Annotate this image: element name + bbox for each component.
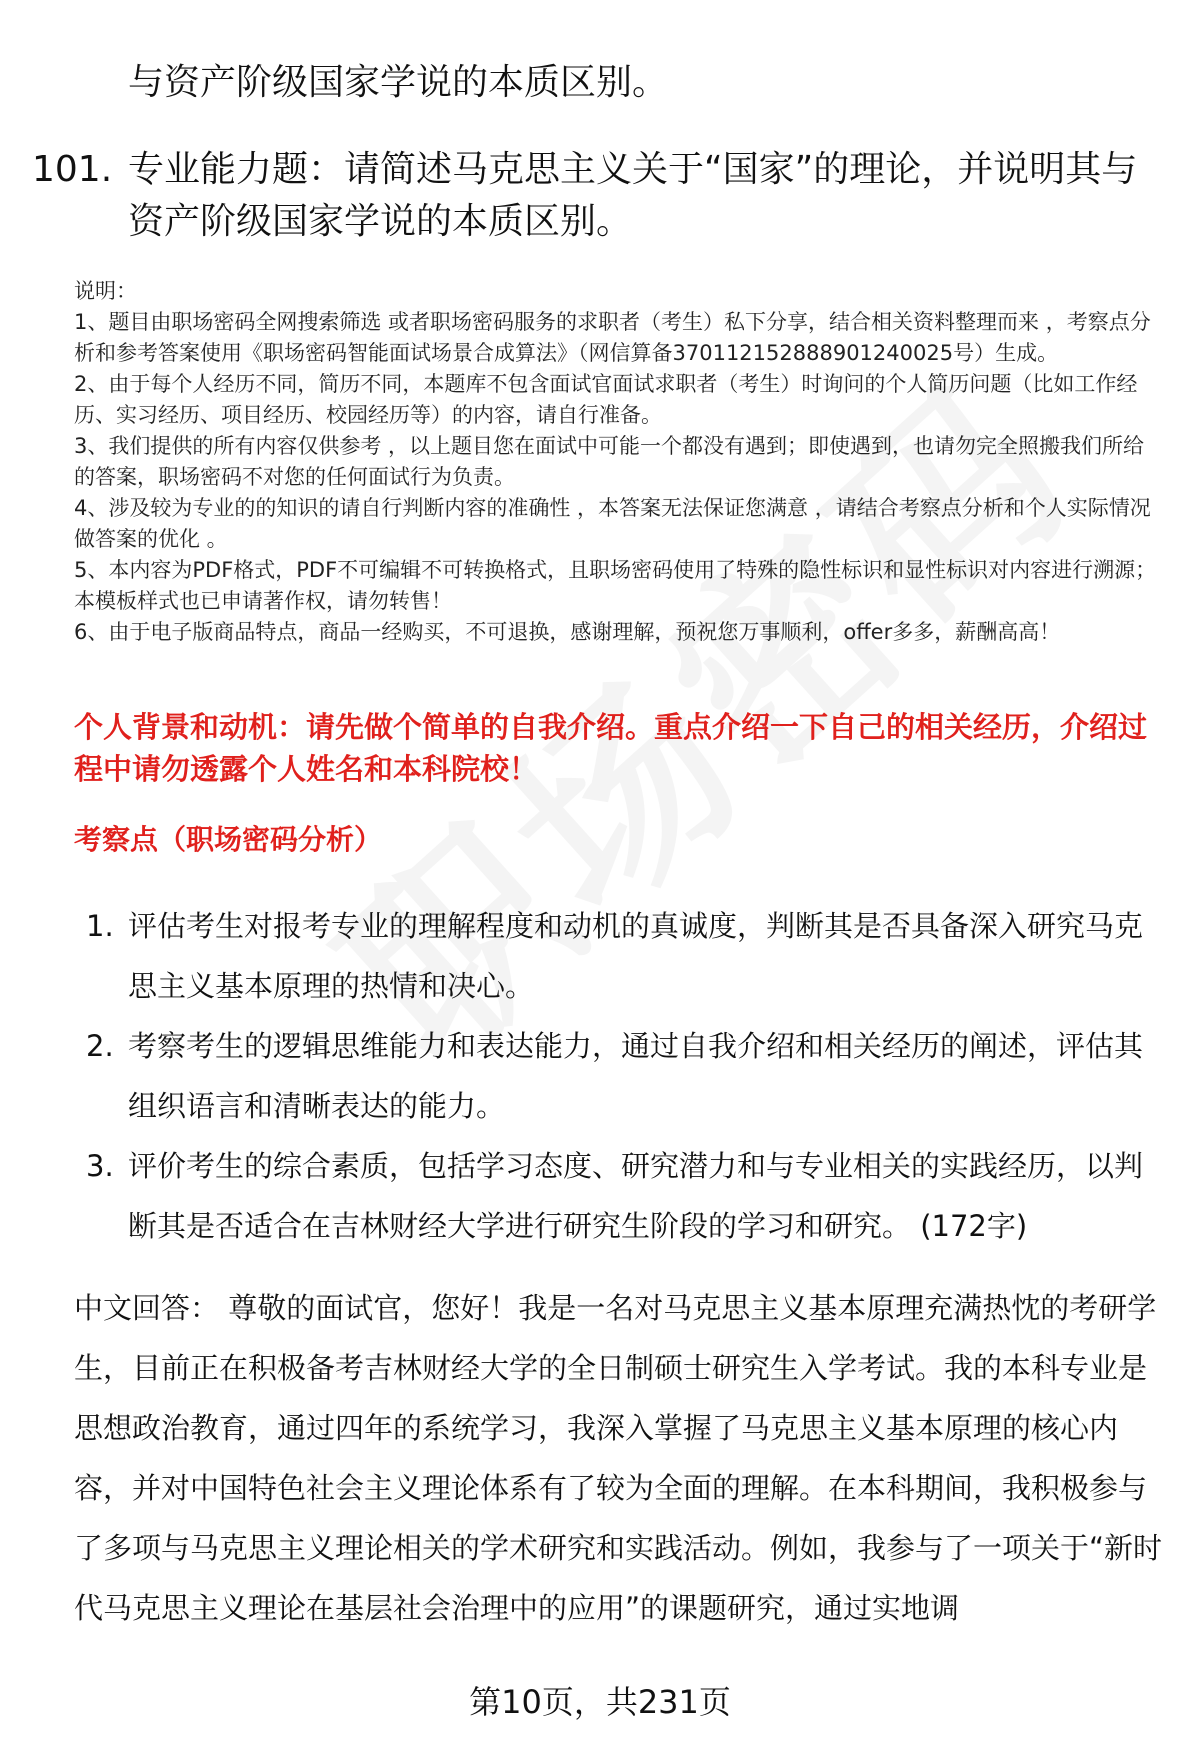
note-item: 3、我们提供的所有内容仅供参考 ，以上题目您在面试中可能一个都没有遇到；即使遇到，也请勿完全照搬我们所给的答案，职场密码不对您的任何面试行为负责。: [74, 434, 1145, 489]
notes-title: 说明：: [74, 279, 137, 303]
question-continuation: 与资产阶级国家学说的本质区别。: [128, 62, 669, 103]
note-item: 2、由于每个人经历不同，简历不同，本题库不包含面试官面试求职者（考生）时询问的个人简历问题（比如工作经历、实习经历、项目经历、校园经历等）的内容，请自行准备。: [74, 372, 1138, 427]
analysis-points: [74, 896, 1164, 1256]
question-number: 101.: [32, 149, 113, 190]
answer-paragraph: 中文回答： 尊敬的面试官，您好！我是一名对马克思主义基本原理充满热忱的考研学生，目前正在积极备考吉林财经大学的全日制硕士研究生入学考试。我的本科专业是思想政治教育，通过四年的系统学习，我深入掌握了马克思主义基本原理的核心内容，并对中国特色社会主义理论体系有了较为全面的理解。在本科期间，我积极参与了多项与马克思主义理论相关的学术研究和实践活动。例如，我参与了一项关于“新时代马克思主义理论在基层社会治理中的应用”的课题研究，通过实地调: [74, 1291, 1163, 1625]
analysis-heading: 考察点（职场密码分析）: [74, 823, 383, 856]
point-number: 2.: [86, 1029, 114, 1063]
list-item: [74, 1136, 1164, 1256]
list-item: [74, 896, 1164, 1016]
point-text: 评估考生对报考专业的理解程度和动机的真诚度，判断其是否具备深入研究马克思主义基本原理的热情和决心。: [128, 909, 1144, 1003]
question: [32, 144, 1172, 248]
note-item: 5、本内容为PDF格式，PDF不可编辑不可转换格式，且职场密码使用了特殊的隐性标识和显性标识对内容进行溯源；本模板样式也已申请著作权，请勿转售！: [74, 558, 1157, 613]
notes: [74, 276, 1164, 648]
point-number: 1.: [86, 909, 114, 943]
note-item: 4、涉及较为专业的的知识的请自行判断内容的准确性 ，本答案无法保证您满意 ，请结合考察点分析和个人实际情况做答案的优化 。: [74, 496, 1151, 551]
note-item: 6、由于电子版商品特点，商品一经购买，不可退换，感谢理解，预祝您万事顺利，offer多多，薪酬高高！: [74, 620, 1061, 644]
note-item: 1、题目由职场密码全网搜索筛选 或者职场密码服务的求职者（考生）私下分享，结合相关资料整理而来 ，考察点分析和参考答案使用《职场密码智能面试场景合成算法》（网信算备370112152888901240025号）生成。: [74, 310, 1151, 365]
list-item: [74, 1016, 1164, 1136]
point-number: 3.: [86, 1149, 114, 1183]
question-text: 专业能力题：请简述马克思主义关于“国家”的理论，并说明其与资产阶级国家学说的本质区别。: [128, 149, 1138, 242]
section-heading: 个人背景和动机：请先做个简单的自我介绍。重点介绍一下自己的相关经历，介绍过程中请勿透露个人姓名和本科院校！: [74, 710, 1148, 786]
page-number: 第10页，共231页: [469, 1683, 731, 1721]
point-text: 考察考生的逻辑思维能力和表达能力，通过自我介绍和相关经历的阐述，评估其组织语言和清晰表达的能力。: [128, 1029, 1144, 1123]
point-text: 评价考生的综合素质，包括学习态度、研究潜力和与专业相关的实践经历，以判断其是否适合在吉林财经大学进行研究生阶段的学习和研究。 (172字): [128, 1149, 1144, 1243]
